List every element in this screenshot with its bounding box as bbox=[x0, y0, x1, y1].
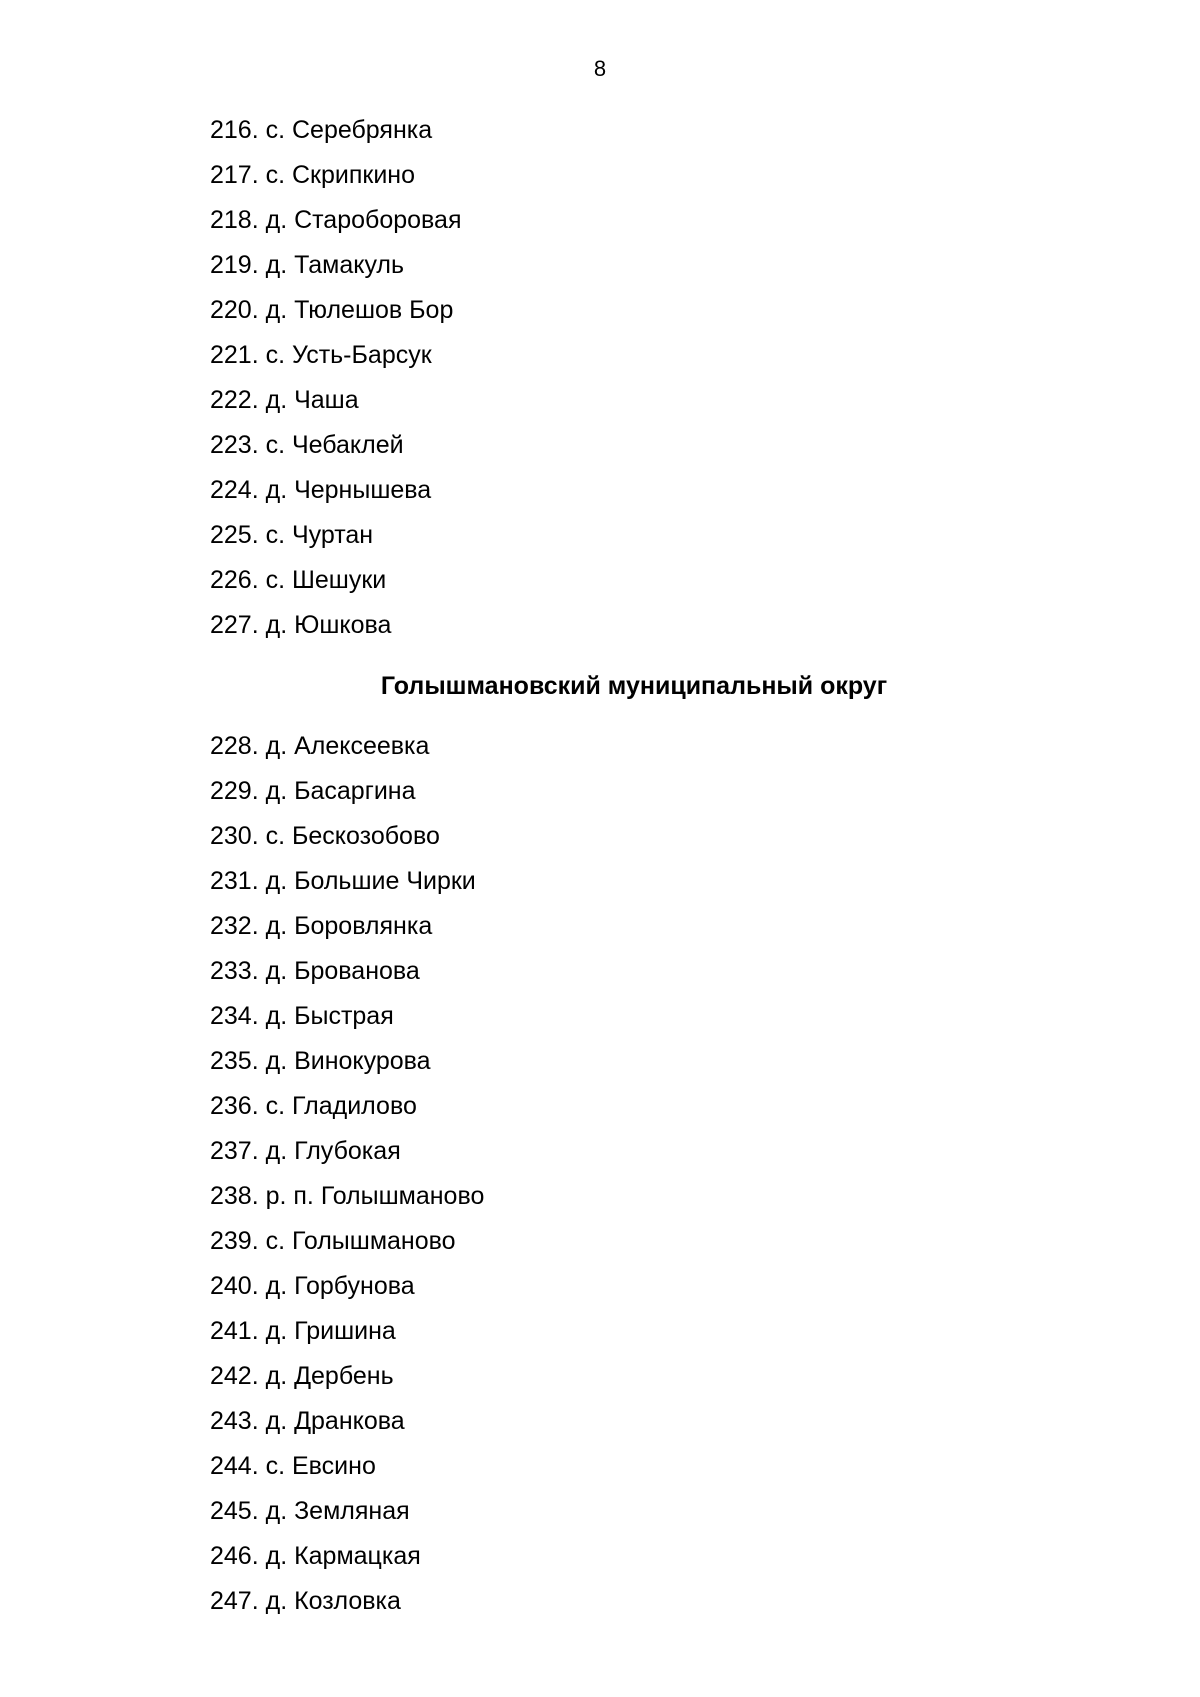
list-item: 224. д. Чернышева bbox=[210, 476, 432, 504]
list-item: 232. д. Боровлянка bbox=[210, 912, 433, 940]
list-item: 227. д. Юшкова bbox=[210, 611, 392, 639]
list-item: 219. д. Тамакуль bbox=[210, 251, 405, 279]
list-item: 243. д. Дранкова bbox=[210, 1407, 405, 1435]
list-item: 239. с. Голышманово bbox=[210, 1227, 456, 1255]
list-item: 225. с. Чуртан bbox=[210, 521, 374, 549]
list-item: 236. с. Гладилово bbox=[210, 1092, 417, 1120]
page-number: 8 bbox=[593, 56, 607, 81]
list-item: 235. д. Винокурова bbox=[210, 1047, 431, 1075]
settlement-list-golyshmanovsky bbox=[210, 724, 484, 1624]
section-heading: Голышмановский муниципальный округ bbox=[380, 672, 888, 700]
list-item: 228. д. Алексеевка bbox=[210, 732, 430, 760]
list-item: 247. д. Козловка bbox=[210, 1587, 401, 1615]
list-item: 237. д. Глубокая bbox=[210, 1137, 401, 1165]
list-item: 242. д. Дербень bbox=[210, 1362, 394, 1390]
list-item: 240. д. Горбунова bbox=[210, 1272, 415, 1300]
list-item: 221. с. Усть-Барсук bbox=[210, 341, 432, 369]
list-item: 222. д. Чаша bbox=[210, 386, 359, 414]
list-item: 246. д. Кармацкая bbox=[210, 1542, 421, 1570]
list-item: 231. д. Большие Чирки bbox=[210, 867, 476, 895]
list-item: 241. д. Гришина bbox=[210, 1317, 396, 1345]
list-item: 229. д. Басаргина bbox=[210, 777, 416, 805]
settlement-list-continued bbox=[210, 108, 462, 648]
list-item: 244. с. Евсино bbox=[210, 1452, 376, 1480]
list-item: 217. с. Скрипкино bbox=[210, 161, 416, 189]
list-item: 230. с. Бескозобово bbox=[210, 822, 440, 850]
list-item: 245. д. Земляная bbox=[210, 1497, 410, 1525]
list-item: 218. д. Староборовая bbox=[210, 206, 462, 234]
list-item: 223. с. Чебаклей bbox=[210, 431, 404, 459]
list-item: 238. р. п. Голышманово bbox=[210, 1182, 485, 1210]
list-item: 216. с. Серебрянка bbox=[210, 116, 433, 144]
list-item: 234. д. Быстрая bbox=[210, 1002, 394, 1030]
list-item: 233. д. Брованова bbox=[210, 957, 420, 985]
list-item: 220. д. Тюлешов Бор bbox=[210, 296, 454, 324]
list-item: 226. с. Шешуки bbox=[210, 566, 387, 594]
